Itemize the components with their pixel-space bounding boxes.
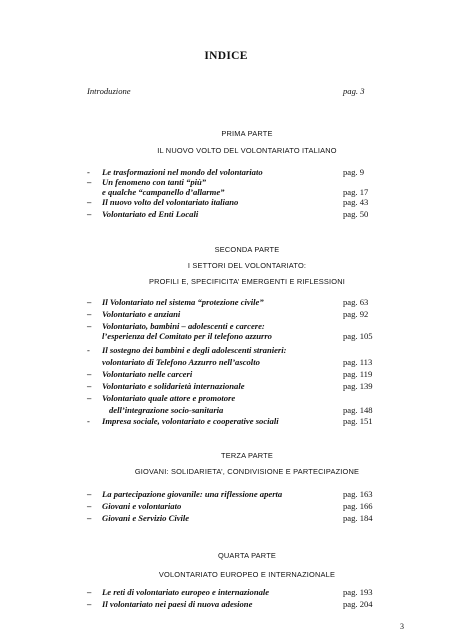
entry-dash: – xyxy=(87,321,92,331)
entry-title: La partecipazione giovanile: una riflessione aperta xyxy=(102,489,283,499)
part-3-label: TERZA PARTE xyxy=(220,451,274,460)
entry-title: Volontariato, bambini – adolescenti e carcere: xyxy=(102,321,265,331)
entry-title: Volontariato nelle carceri xyxy=(102,369,193,379)
part-2-label: SECONDA PARTE xyxy=(214,245,280,254)
part-4-title: VOLONTARIATO EUROPEO E INTERNAZIONALE xyxy=(158,570,336,579)
intro-label: Introduzione xyxy=(87,86,131,96)
entry-title: Giovani e volontariato xyxy=(102,501,182,511)
entry-page: pag. 139 xyxy=(343,381,373,391)
index-title: INDICE xyxy=(204,50,248,62)
entry-title: Il volontariato nei paesi di nuova adesione xyxy=(102,599,253,609)
entry-page: pag. 163 xyxy=(343,489,373,499)
entry-title: Un fenomeno con tanti “più” xyxy=(102,177,207,187)
entry-title-cont: volontariato di Telefono Azzurro nell’ascolto xyxy=(102,357,260,367)
entry-dash: – xyxy=(87,197,92,207)
entry-page: pag. 113 xyxy=(343,357,373,367)
entry-title: Il nuovo volto del volontariato italiano xyxy=(102,197,239,207)
entry-page: pag. 151 xyxy=(343,416,373,426)
entry-dash: – xyxy=(87,309,92,319)
entry-page: pag. 92 xyxy=(343,309,369,319)
entry-title: Volontariato e anziani xyxy=(102,309,181,319)
entry-page: pag. 9 xyxy=(343,167,365,177)
entry-dash: – xyxy=(87,297,92,307)
entry-title: Volontariato quale attore e promotore xyxy=(102,393,236,403)
entry-title-cont: e qualche “campanello d’allarme” xyxy=(102,187,225,197)
entry-title-cont: dell’integrazione socio-sanitaria xyxy=(109,405,224,415)
entry-title: Le reti di volontariato europeo e internazionale xyxy=(102,587,270,597)
entry-title: Volontariato e solidarietà internazionale xyxy=(102,381,245,391)
entry-dash: – xyxy=(87,501,92,511)
entry-dash: - xyxy=(87,167,90,177)
entry-title: Il sostegno dei bambini e degli adolescenti stranieri: xyxy=(102,345,287,355)
intro-entry xyxy=(87,86,408,96)
entry-page: pag. 119 xyxy=(343,369,373,379)
entry-dash: – xyxy=(87,381,92,391)
entry-title: Le trasformazioni nel mondo del volontariato xyxy=(102,167,263,177)
entry-dash: – xyxy=(87,489,92,499)
entry-page: pag. 105 xyxy=(343,331,373,341)
entry-page: pag. 63 xyxy=(343,297,369,307)
entry-dash: – xyxy=(87,599,92,609)
entry-dash: – xyxy=(87,393,92,403)
entry-title: Volontariato ed Enti Locali xyxy=(102,209,199,219)
entry-dash: – xyxy=(87,513,92,523)
part-2-subtitle: PROFILI E, SPECIFICITA’ EMERGENTI E RIFLESSIONI xyxy=(148,277,346,286)
part-1-title: IL NUOVO VOLTO DEL VOLONTARIATO ITALIANO xyxy=(157,146,337,155)
entry-title: Impresa sociale, volontariato e cooperative sociali xyxy=(102,416,279,426)
intro-page: pag. 3 xyxy=(343,86,365,96)
part-4-label: QUARTA PARTE xyxy=(217,551,277,560)
entry-dash: - xyxy=(87,416,90,426)
entry-title-cont: l’esperienza del Comitato per il telefono azzurro xyxy=(102,331,272,341)
entry-page: pag. 166 xyxy=(343,501,373,511)
entry-page: pag. 193 xyxy=(343,587,373,597)
part-2-title: I SETTORI DEL VOLONTARIATO: xyxy=(187,261,307,270)
entry-page: pag. 43 xyxy=(343,197,369,207)
part-3-title: GIOVANI: SOLIDARIETA’, CONDIVISIONE E PARTECIPAZIONE xyxy=(134,467,360,476)
entry-title: Il Volontariato nel sistema “protezione civile” xyxy=(102,297,264,307)
entry-dash: – xyxy=(87,209,92,219)
part-1-label: PRIMA PARTE xyxy=(221,129,273,138)
entry-dash: - xyxy=(87,345,90,355)
page-number: 3 xyxy=(400,622,404,631)
entry-dash: – xyxy=(87,587,92,597)
entry-page: pag. 148 xyxy=(343,405,373,415)
entry-dash: – xyxy=(87,369,92,379)
entry-page: pag. 17 xyxy=(343,187,369,197)
entry-title: Giovani e Servizio Civile xyxy=(102,513,190,523)
entry-page: pag. 50 xyxy=(343,209,369,219)
entry-page: pag. 184 xyxy=(343,513,373,523)
entry-dash: – xyxy=(87,177,92,187)
entry-page: pag. 204 xyxy=(343,599,373,609)
